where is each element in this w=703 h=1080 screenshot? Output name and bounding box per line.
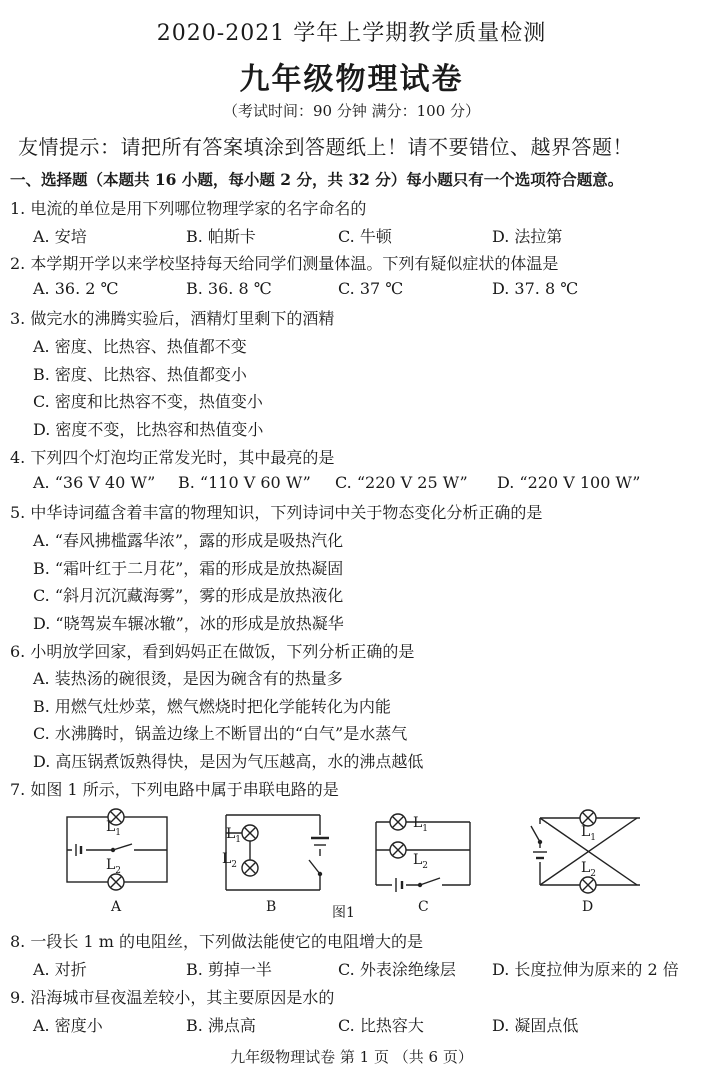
option: C. 外表涂绝缘层 — [338, 960, 456, 979]
bulb-label-l2: $L_2$ — [106, 857, 122, 876]
circuit-label-b: B — [266, 899, 277, 915]
bulb-label-l1: $L_1$ — [413, 815, 429, 834]
option: A. 装热汤的碗很烫，是因为碗含有的热量多 — [33, 669, 343, 688]
option: D. “晓驾炭车辗冰辙”，冰的形成是放热凝华 — [33, 614, 344, 633]
page-footer: 九年级物理试卷 第 1 页 （共 6 页） — [230, 1048, 473, 1066]
question-stem: 4. 下列四个灯泡均正常发光时，其中最亮的是 — [10, 448, 335, 467]
option: B. “霜叶红于二月花”，霜的形成是放热凝固 — [33, 559, 344, 578]
option: D. 凝固点低 — [492, 1016, 579, 1035]
bulb-label-l1: $L_1$ — [106, 819, 122, 838]
question-stem: 5. 中华诗词蕴含着丰富的物理知识，下列诗词中关于物态变化分析正确的是 — [10, 503, 543, 522]
option: A. “36 V 40 W” — [33, 473, 156, 492]
option: B. 密度、比热容、热值都变小 — [33, 365, 247, 384]
circuit-d — [531, 810, 640, 893]
option: A. 36. 2 ℃ — [33, 279, 119, 298]
exam-info: （考试时间：90 分钟 满分：100 分） — [222, 102, 481, 120]
option: A. “春风拂槛露华浓”，露的形成是吸热汽化 — [33, 531, 344, 550]
circuit-label-d: D — [582, 899, 594, 915]
option: C. 37 ℃ — [338, 279, 404, 298]
question-stem: 9. 沿海城市昼夜温差较小，其主要原因是水的 — [10, 988, 335, 1007]
option: A. 安培 — [33, 227, 87, 246]
option: C. 比热容大 — [338, 1016, 424, 1035]
option: C. “220 V 25 W” — [335, 473, 468, 492]
option: B. 用燃气灶炒菜，燃气燃烧时把化学能转化为内能 — [33, 697, 391, 716]
option: D. 法拉第 — [492, 227, 563, 246]
option: C. 水沸腾时，锅盖边缘上不断冒出的“白气”是水蒸气 — [33, 724, 408, 743]
bulb-label-l2: $L_2$ — [581, 860, 597, 879]
question-stem: 6. 小明放学回家，看到妈妈正在做饭，下列分析正确的是 — [10, 642, 415, 661]
circuit-label-a: A — [111, 899, 122, 915]
figure-caption: 图1 — [332, 905, 355, 921]
bulb-label-l2: $L_2$ — [222, 851, 238, 870]
option: C. 牛顿 — [338, 227, 392, 246]
question-stem: 7. 如图 1 所示，下列电路中属于串联电路的是 — [10, 780, 339, 799]
question-stem: 2. 本学期开学以来学校坚持每天给同学们测量体温。下列有疑似症状的体温是 — [10, 254, 559, 273]
exam-subject-title: 九年级物理试卷 — [239, 62, 464, 97]
exam-header-title: 2020-2021 学年上学期教学质量检测 — [156, 21, 547, 46]
option: B. “110 V 60 W” — [178, 473, 311, 492]
friendly-tip: 友情提示：请把所有答案填涂到答题纸上！请不要错位、越界答题！ — [18, 135, 633, 159]
circuit-label-c: C — [418, 899, 429, 915]
bulb-label-l1: $L_1$ — [581, 824, 597, 843]
option: A. 密度、比热容、热值都不变 — [33, 337, 247, 356]
question-stem: 1. 电流的单位是用下列哪位物理学家的名字命名的 — [10, 199, 367, 218]
option: C. “斜月沉沉藏海雾”，雾的形成是放热液化 — [33, 586, 344, 605]
option: C. 密度和比热容不变，热值变小 — [33, 392, 263, 411]
option: B. 沸点高 — [186, 1016, 256, 1035]
option: D. 密度不变，比热容和热值变小 — [33, 420, 264, 439]
option: D. 长度拉伸为原来的 2 倍 — [492, 960, 679, 979]
question-stem: 8. 一段长 1 m 的电阻丝，下列做法能使它的电阻增大的是 — [10, 932, 423, 951]
section-heading: 一、选择题（本题共 16 小题，每小题 2 分，共 32 分）每小题只有一个选项符合题意。 — [10, 170, 624, 189]
option: A. 密度小 — [33, 1016, 103, 1035]
bulb-label-l2: $L_2$ — [413, 852, 429, 871]
bulb-label-l1: $L_1$ — [226, 826, 242, 845]
circuit-b — [226, 815, 329, 890]
question-stem: 3. 做完水的沸腾实验后，酒精灯里剩下的酒精 — [10, 309, 335, 328]
option: B. 剪掉一半 — [186, 960, 272, 979]
option: D. 37. 8 ℃ — [492, 279, 579, 298]
option: A. 对折 — [33, 960, 87, 979]
option: B. 帕斯卡 — [186, 227, 256, 246]
option: B. 36. 8 ℃ — [186, 279, 272, 298]
option: D. “220 V 100 W” — [497, 473, 641, 492]
option: D. 高压锅煮饭熟得快，是因为气压越高，水的沸点越低 — [33, 752, 424, 771]
